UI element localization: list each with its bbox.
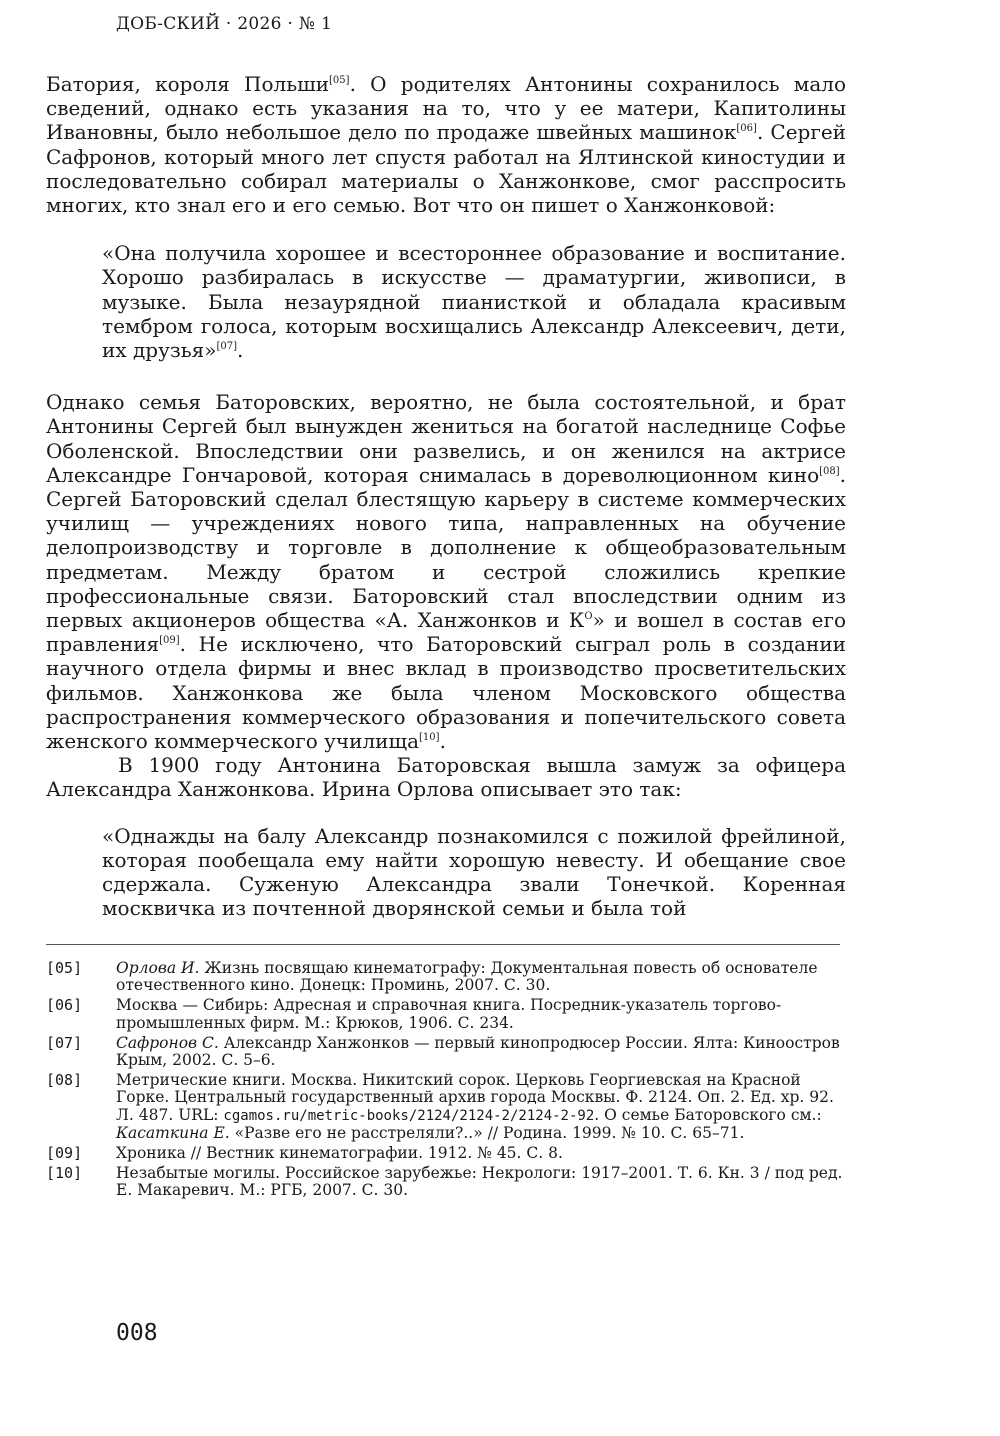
- footnote-divider: [46, 944, 840, 945]
- text-span: . Не исключено, что Баторовский сыграл роль в создании научного отдела фирмы и внес вклад в производство просветительских фильмов. Ханжонкова же была членом Московского общества распространения коммерческого образования и попечительского совета женского коммерческого училища: [46, 632, 846, 754]
- text-span: . Сергей Сафронов, который много лет спустя работал на Ялтинской киностудии и последовательно собирал материалы о Ханжонкове, смог расспросить многих, кто знал его и его семью. Вот что он пишет о Ханжонковой:: [46, 120, 846, 218]
- footnote-author: Касаткина Е.: [116, 1123, 230, 1142]
- text-span: «Она получила хорошее и всестороннее образование и воспитание. Хорошо разбиралась в искусстве — драматургии, живописи, в музыке. Была незаурядной пианисткой и обладала красивым тембром голоса, которым восхищались Александр Алексеевич, дети, их друзья»: [102, 241, 846, 363]
- footnote-number: [06]: [46, 996, 83, 1015]
- text-span: Метрические книги. Москва. Никитский сорок. Церковь Георгиевская на Красной Горке. Центральный государственный архив города Москвы. Ф. 2124. Оп. 2. Ед. хр. 92. Л. 487. URL:: [116, 1071, 834, 1124]
- text-span: Александр Ханжонков — первый кинопродюсер России. Ялта: Киноостров Крым, 2002. С. 5–6.: [116, 1033, 840, 1070]
- paragraph-2: [46, 390, 846, 753]
- footnote-text: Хроника // Вестник кинематографии. 1912. № 45. С. 8.: [116, 1144, 563, 1163]
- footnote-05: [46, 960, 846, 994]
- footnote-text: Незабытые могилы. Российское зарубежье: Некрологи: 1917–2001. Т. 6. Кн. 3 / под ред. Е. Макаревич. М.: РГБ, 2007. С. 30.: [116, 1164, 843, 1200]
- footnote-text: [116, 960, 846, 994]
- footnote-number: [08]: [46, 1071, 83, 1090]
- paragraph-1: [46, 72, 846, 217]
- footnote-ref[interactable]: [06]: [736, 123, 757, 135]
- text-span: Жизнь посвящаю кинематографу: Документальная повесть об основателе отечественного кино. Донецк: Проминь, 2007. С. 30.: [116, 959, 818, 995]
- footnotes: [46, 960, 846, 1203]
- footnote-number: [09]: [46, 1144, 83, 1163]
- footnote-ref[interactable]: [07]: [216, 341, 238, 353]
- footnote-text: [116, 1072, 846, 1142]
- footnote-ref[interactable]: [10]: [419, 732, 440, 744]
- text-span: Однако семья Баторовских, вероятно, не была состоятельной, и брат Антонины Сергей был вынужден жениться на богатой наследнице Софье Оболенской. Впоследствии они развелись, и он женился на актрисе Александре Гончаровой, которая снималась в дореволюционном кино: [46, 390, 846, 487]
- article-body: [46, 72, 846, 921]
- footnote-number: [07]: [46, 1033, 83, 1052]
- footnote-number: [10]: [46, 1164, 83, 1183]
- footnote-09: [46, 1145, 846, 1162]
- quote-1: [102, 241, 846, 362]
- text-span: . О родителях Антонины сохранилось мало сведений, однако есть указания на то, что у ее матери, Капитолины Ивановны, было небольшое дело по продаже швейных машинок: [46, 72, 846, 145]
- footnote-08: [46, 1072, 846, 1142]
- running-header: ДОБ-СКИЙ · 2026 · № 1: [116, 14, 333, 34]
- footnote-ref[interactable]: [09]: [159, 635, 180, 647]
- footnote-text: [116, 1035, 846, 1069]
- footnote-author: Сафронов С.: [116, 1033, 219, 1052]
- text-span: . Сергей Баторовский сделал блестящую карьеру в системе коммерческих училищ — учреждениях нового типа, направленных на обучение делопроизводству и торговле в дополнение к общеобразовательным предметам. Между братом и сестрой сложились крепкие профессиональные связи. Баторовский стал впоследствии одним из первых акционеров общества «А. Ханжонков и К: [46, 462, 846, 633]
- footnote-10: [46, 1165, 846, 1199]
- footnote-text: Москва — Сибирь: Адресная и справочная книга. Посредник-указатель торгово-промышленных фирм. М.: Крюков, 1906. С. 234.: [116, 996, 782, 1032]
- footnote-06: [46, 997, 846, 1031]
- footnote-ref[interactable]: [08]: [819, 465, 840, 477]
- quote-2: «Однажды на балу Александр познакомился с пожилой фрейлиной, которая пообещала ему найти хорошую невесту. И обещание свое сдержала. Суженую Александра звали Тонечкой. Коренная москвичка из почтенной дворянской семьи и была той: [102, 823, 846, 921]
- footnote-07: [46, 1035, 846, 1069]
- footnote-ref[interactable]: [05]: [329, 75, 350, 86]
- text-span: .: [237, 338, 244, 363]
- text-span: .: [439, 729, 446, 754]
- footnote-number: [05]: [46, 959, 83, 977]
- text-span: «Разве его не расстреляли?..» // Родина. 1999. № 10. С. 65–71.: [229, 1123, 745, 1142]
- footnote-url-link[interactable]: cgamos.ru/metric-books/2124/2124-2/2124-2-92: [223, 1107, 595, 1124]
- footnote-author: Орлова И.: [116, 959, 200, 977]
- paragraph-3: В 1900 году Антонина Баторовская вышла замуж за офицера Александра Ханжонкова. Ирина Орлова описывает это так:: [46, 753, 846, 802]
- text-span: Батория, короля Польши: [46, 72, 330, 96]
- text-span: » и вошел в состав его правления: [46, 608, 846, 657]
- page-number: 008: [116, 1320, 158, 1346]
- text-span: . О семье Баторовского см.:: [594, 1105, 822, 1124]
- superscript-o: О: [584, 611, 593, 623]
